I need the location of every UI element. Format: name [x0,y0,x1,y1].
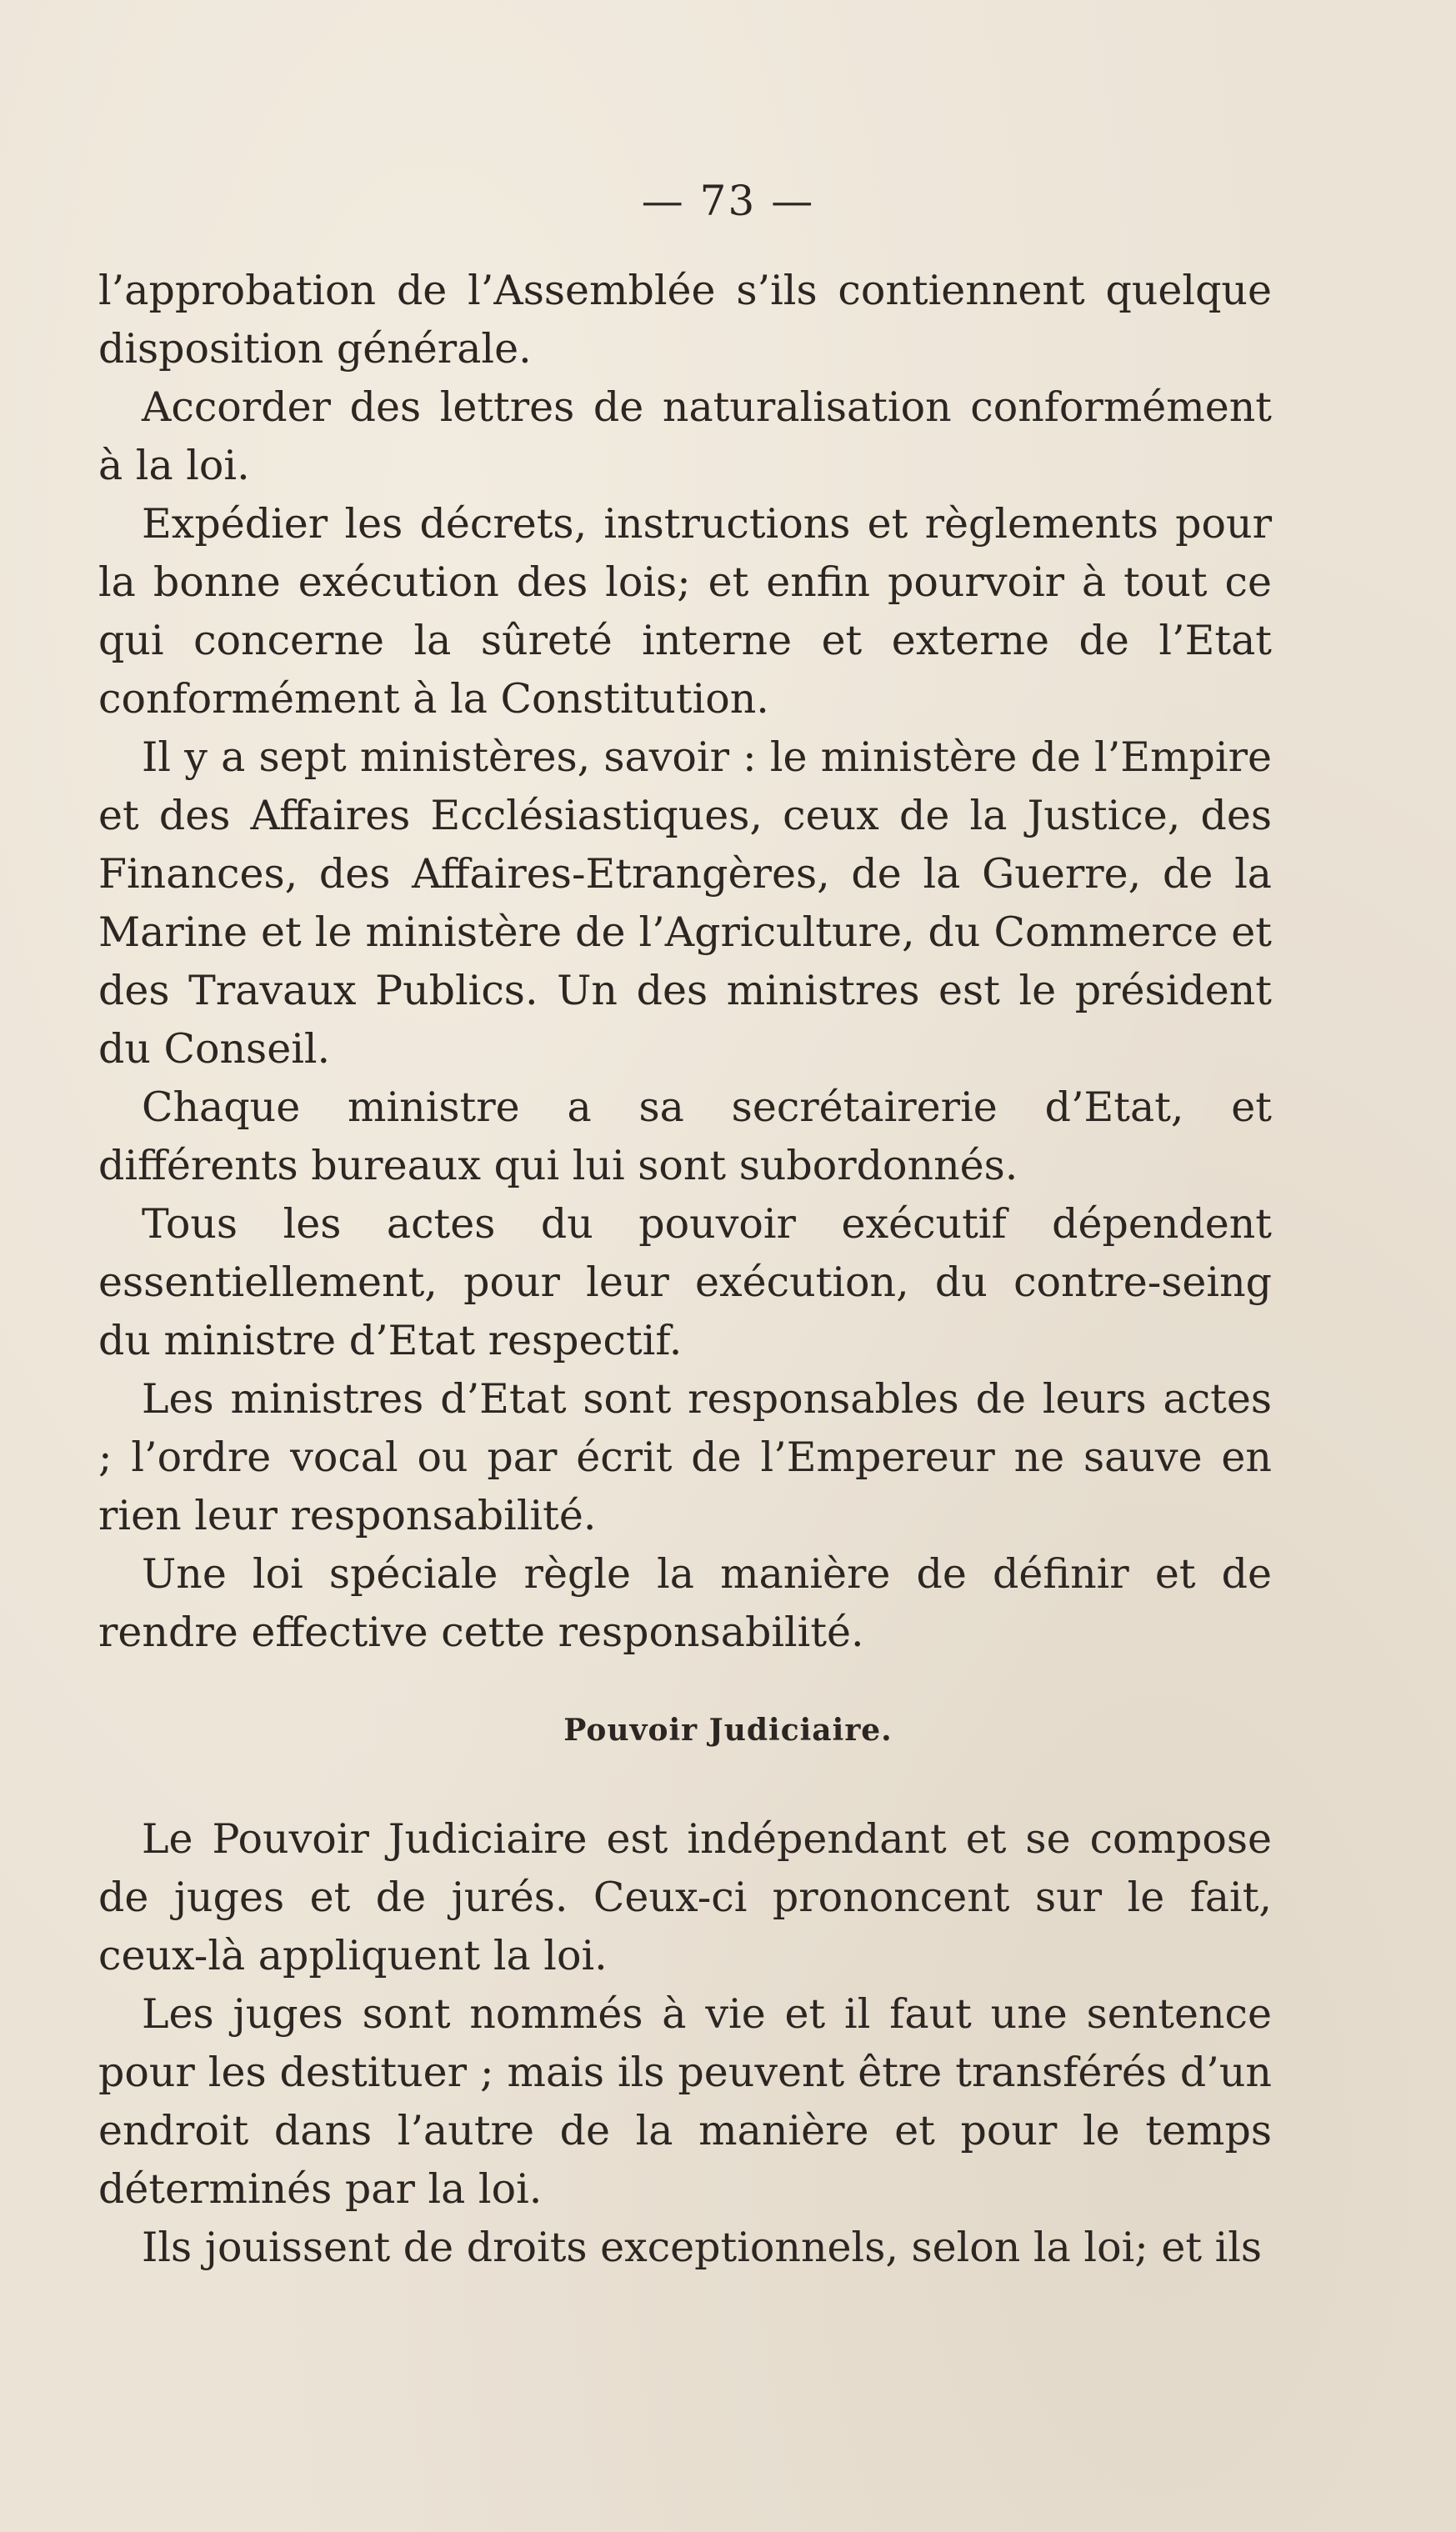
paragraph: Le Pouvoir Judiciaire est indépendant et se compose de juges et de jurés. Ceux-ci prononcent sur le fait, ceux-là appliquent la loi. [98,1815,1272,1979]
paragraph: Une loi spéciale règle la manière de définir et de rendre effective cette responsabilité. [98,1550,1272,1656]
paragraph: Il y a sept ministères, savoir : le ministère de l’Empire et des Affaires Ecclésiastiques, ceux de la Justice, des Finances, des Affaires-Etrangères, de la Guerre, de la Marine et le ministère de l’Agriculture, du Commerce et des Travaux Publics. Un des ministres est le président du Conseil. [98,733,1272,1073]
paragraph: Expédier les décrets, instructions et règlements pour la bonne exécution des lois; et enfin pourvoir à tout ce qui concerne la sûreté interne et externe de l’Etat conformément à la Constitution. [98,500,1272,723]
body-text-upper [98,262,1272,1662]
paragraph: Les juges sont nommés à vie et il faut une sentence pour les destituer ; mais ils peuvent être transférés d’un endroit dans l’autre de la manière et pour le temps déterminés par la loi. [98,1990,1272,2213]
paragraph: Ils jouissent de droits exceptionnels, selon la loi; et ils [142,2224,1263,2271]
paragraph: Les ministres d’Etat sont responsables de leurs actes ; l’ordre vocal ou par écrit de l’Empereur ne sauve en rien leur responsabilité. [98,1375,1272,1539]
paragraph: Tous les actes du pouvoir exécutif dépendent essentiellement, pour leur exécution, du contre-seing du ministre d’Etat respectif. [98,1200,1272,1364]
paragraph: l’approbation de l’Assemblée s’ils contiennent quelque disposition générale. [98,267,1272,373]
paragraph: Accorder des lettres de naturalisation conformément à la loi. [98,383,1272,489]
body-text-lower [98,1810,1272,2277]
paragraph: Chaque ministre a sa secrétairerie d’Etat, et différents bureaux qui lui sont subordonnés. [98,1083,1272,1189]
section-heading: Pouvoir Judiciaire. [563,1713,893,1748]
page-number: — 73 — [641,177,815,225]
